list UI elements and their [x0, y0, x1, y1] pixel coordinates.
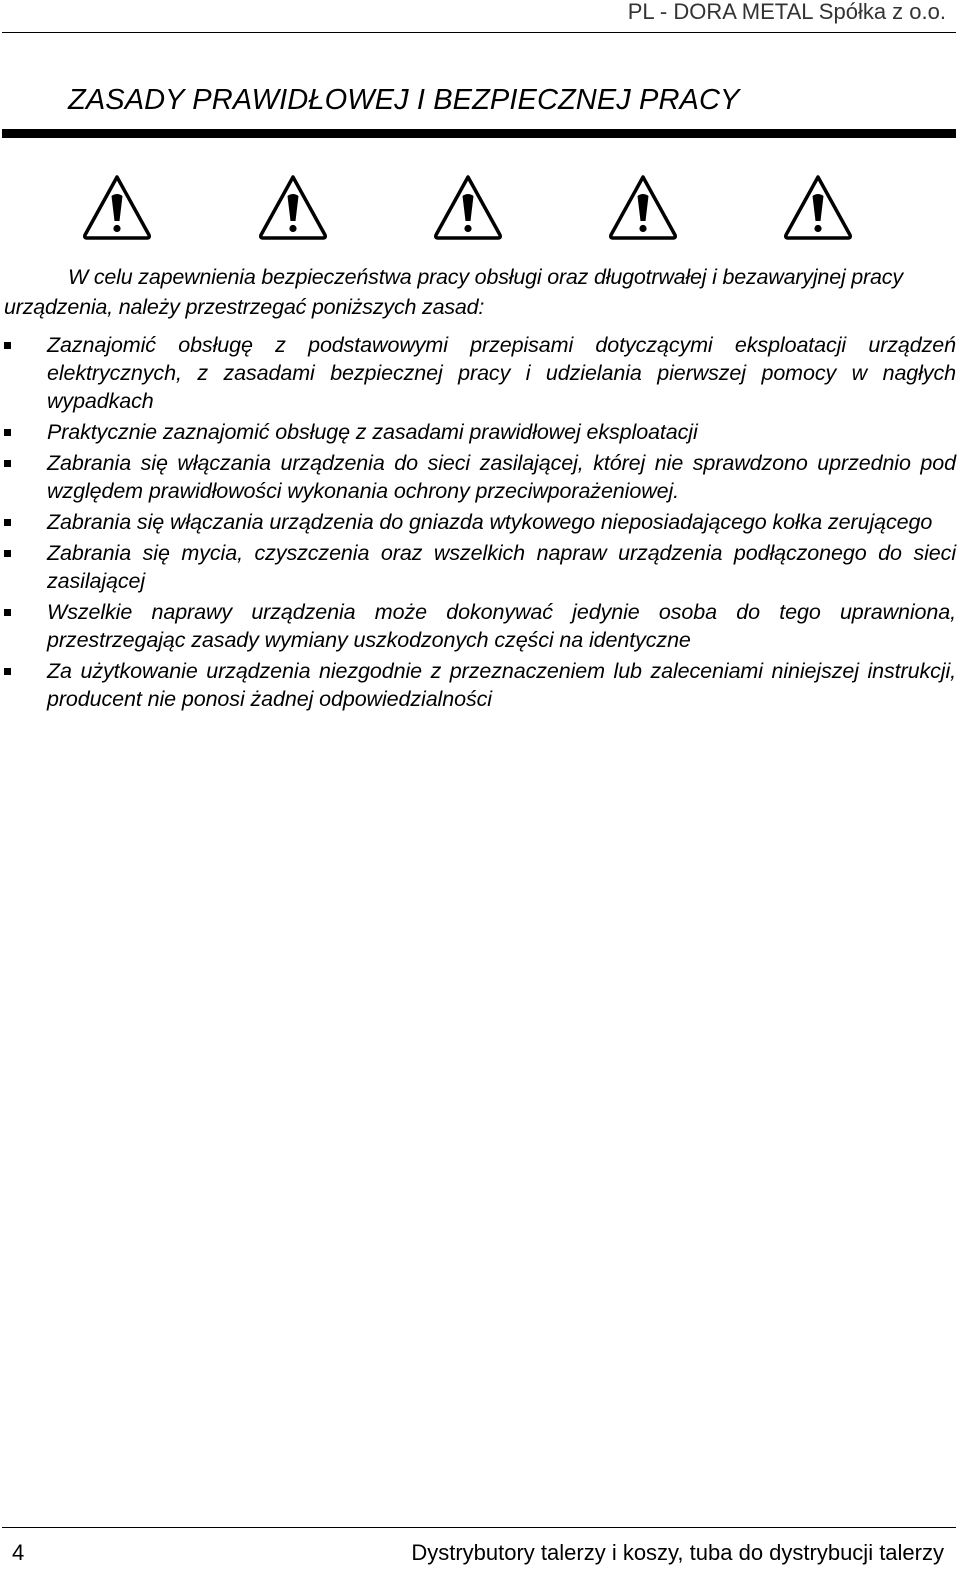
square-bullet-icon — [4, 429, 11, 436]
page-number: 4 — [12, 1540, 25, 1565]
warning-icon — [80, 172, 154, 242]
square-bullet-icon — [4, 342, 11, 349]
rule-text: Za użytkowanie urządzenia niezgodnie z przeznaczeniem lub zaleceniami niniejszej instrukcji, producent nie ponosi żadnej odpowiedzialności — [47, 659, 956, 711]
list-item — [0, 418, 956, 446]
rule-text: Zaznajomić obsługę z podstawowymi przepisami dotyczącymi eksploatacji urządzeń elektrycznych, z zasadami bezpiecznej pracy i udzielania pierwszej pomocy w nagłych wypadkach — [47, 333, 956, 413]
section-title: ZASADY PRAWIDŁOWEJ I BEZPIECZNEJ PRACY — [68, 84, 740, 116]
warning-icon — [256, 172, 330, 242]
warning-icon — [431, 172, 505, 242]
safety-rules-list — [0, 331, 956, 716]
square-bullet-icon — [4, 519, 11, 526]
rule-text: Praktycznie zaznajomić obsługę z zasadami prawidłowej eksploatacji — [47, 420, 698, 444]
list-item — [0, 539, 956, 595]
rule-text: Zabrania się mycia, czyszczenia oraz wszelkich napraw urządzenia podłączonego do sieci zasilającej — [47, 541, 956, 593]
running-header: PL - DORA METAL Spółka z o.o. — [627, 0, 946, 24]
header-divider — [2, 32, 956, 33]
rule-text: Zabrania się włączania urządzenia do sieci zasilającej, której nie sprawdzono uprzednio pod względem prawidłowości wykonania ochrony przeciwporażeniowej. — [47, 451, 956, 503]
list-item — [0, 508, 956, 536]
intro-paragraph: W celu zapewnienia bezpieczeństwa pracy obsługi oraz długotrwałej i bezawaryjnej pracy urządzenia, należy przestrzegać poniższych zasad: — [4, 265, 903, 319]
square-bullet-icon — [4, 668, 11, 675]
rule-text: Zabrania się włączania urządzenia do gniazda wtykowego nieposiadającego kołka zerującego — [47, 510, 933, 534]
list-item — [0, 598, 956, 654]
warning-icons-row — [0, 172, 960, 244]
square-bullet-icon — [4, 609, 11, 616]
list-item — [0, 331, 956, 415]
title-underline-bar — [2, 129, 956, 138]
list-item — [0, 449, 956, 505]
footer-document-title: Dystrybutory talerzy i koszy, tuba do dystrybucji talerzy — [411, 1540, 944, 1565]
rule-text: Wszelkie naprawy urządzenia może dokonywać jedynie osoba do tego uprawniona, przestrzegając zasady wymiany uszkodzonych części na identyczne — [47, 600, 956, 652]
list-item — [0, 657, 956, 713]
square-bullet-icon — [4, 460, 11, 467]
warning-icon — [781, 172, 855, 242]
square-bullet-icon — [4, 550, 11, 557]
warning-icon — [606, 172, 680, 242]
footer-divider — [2, 1527, 956, 1528]
